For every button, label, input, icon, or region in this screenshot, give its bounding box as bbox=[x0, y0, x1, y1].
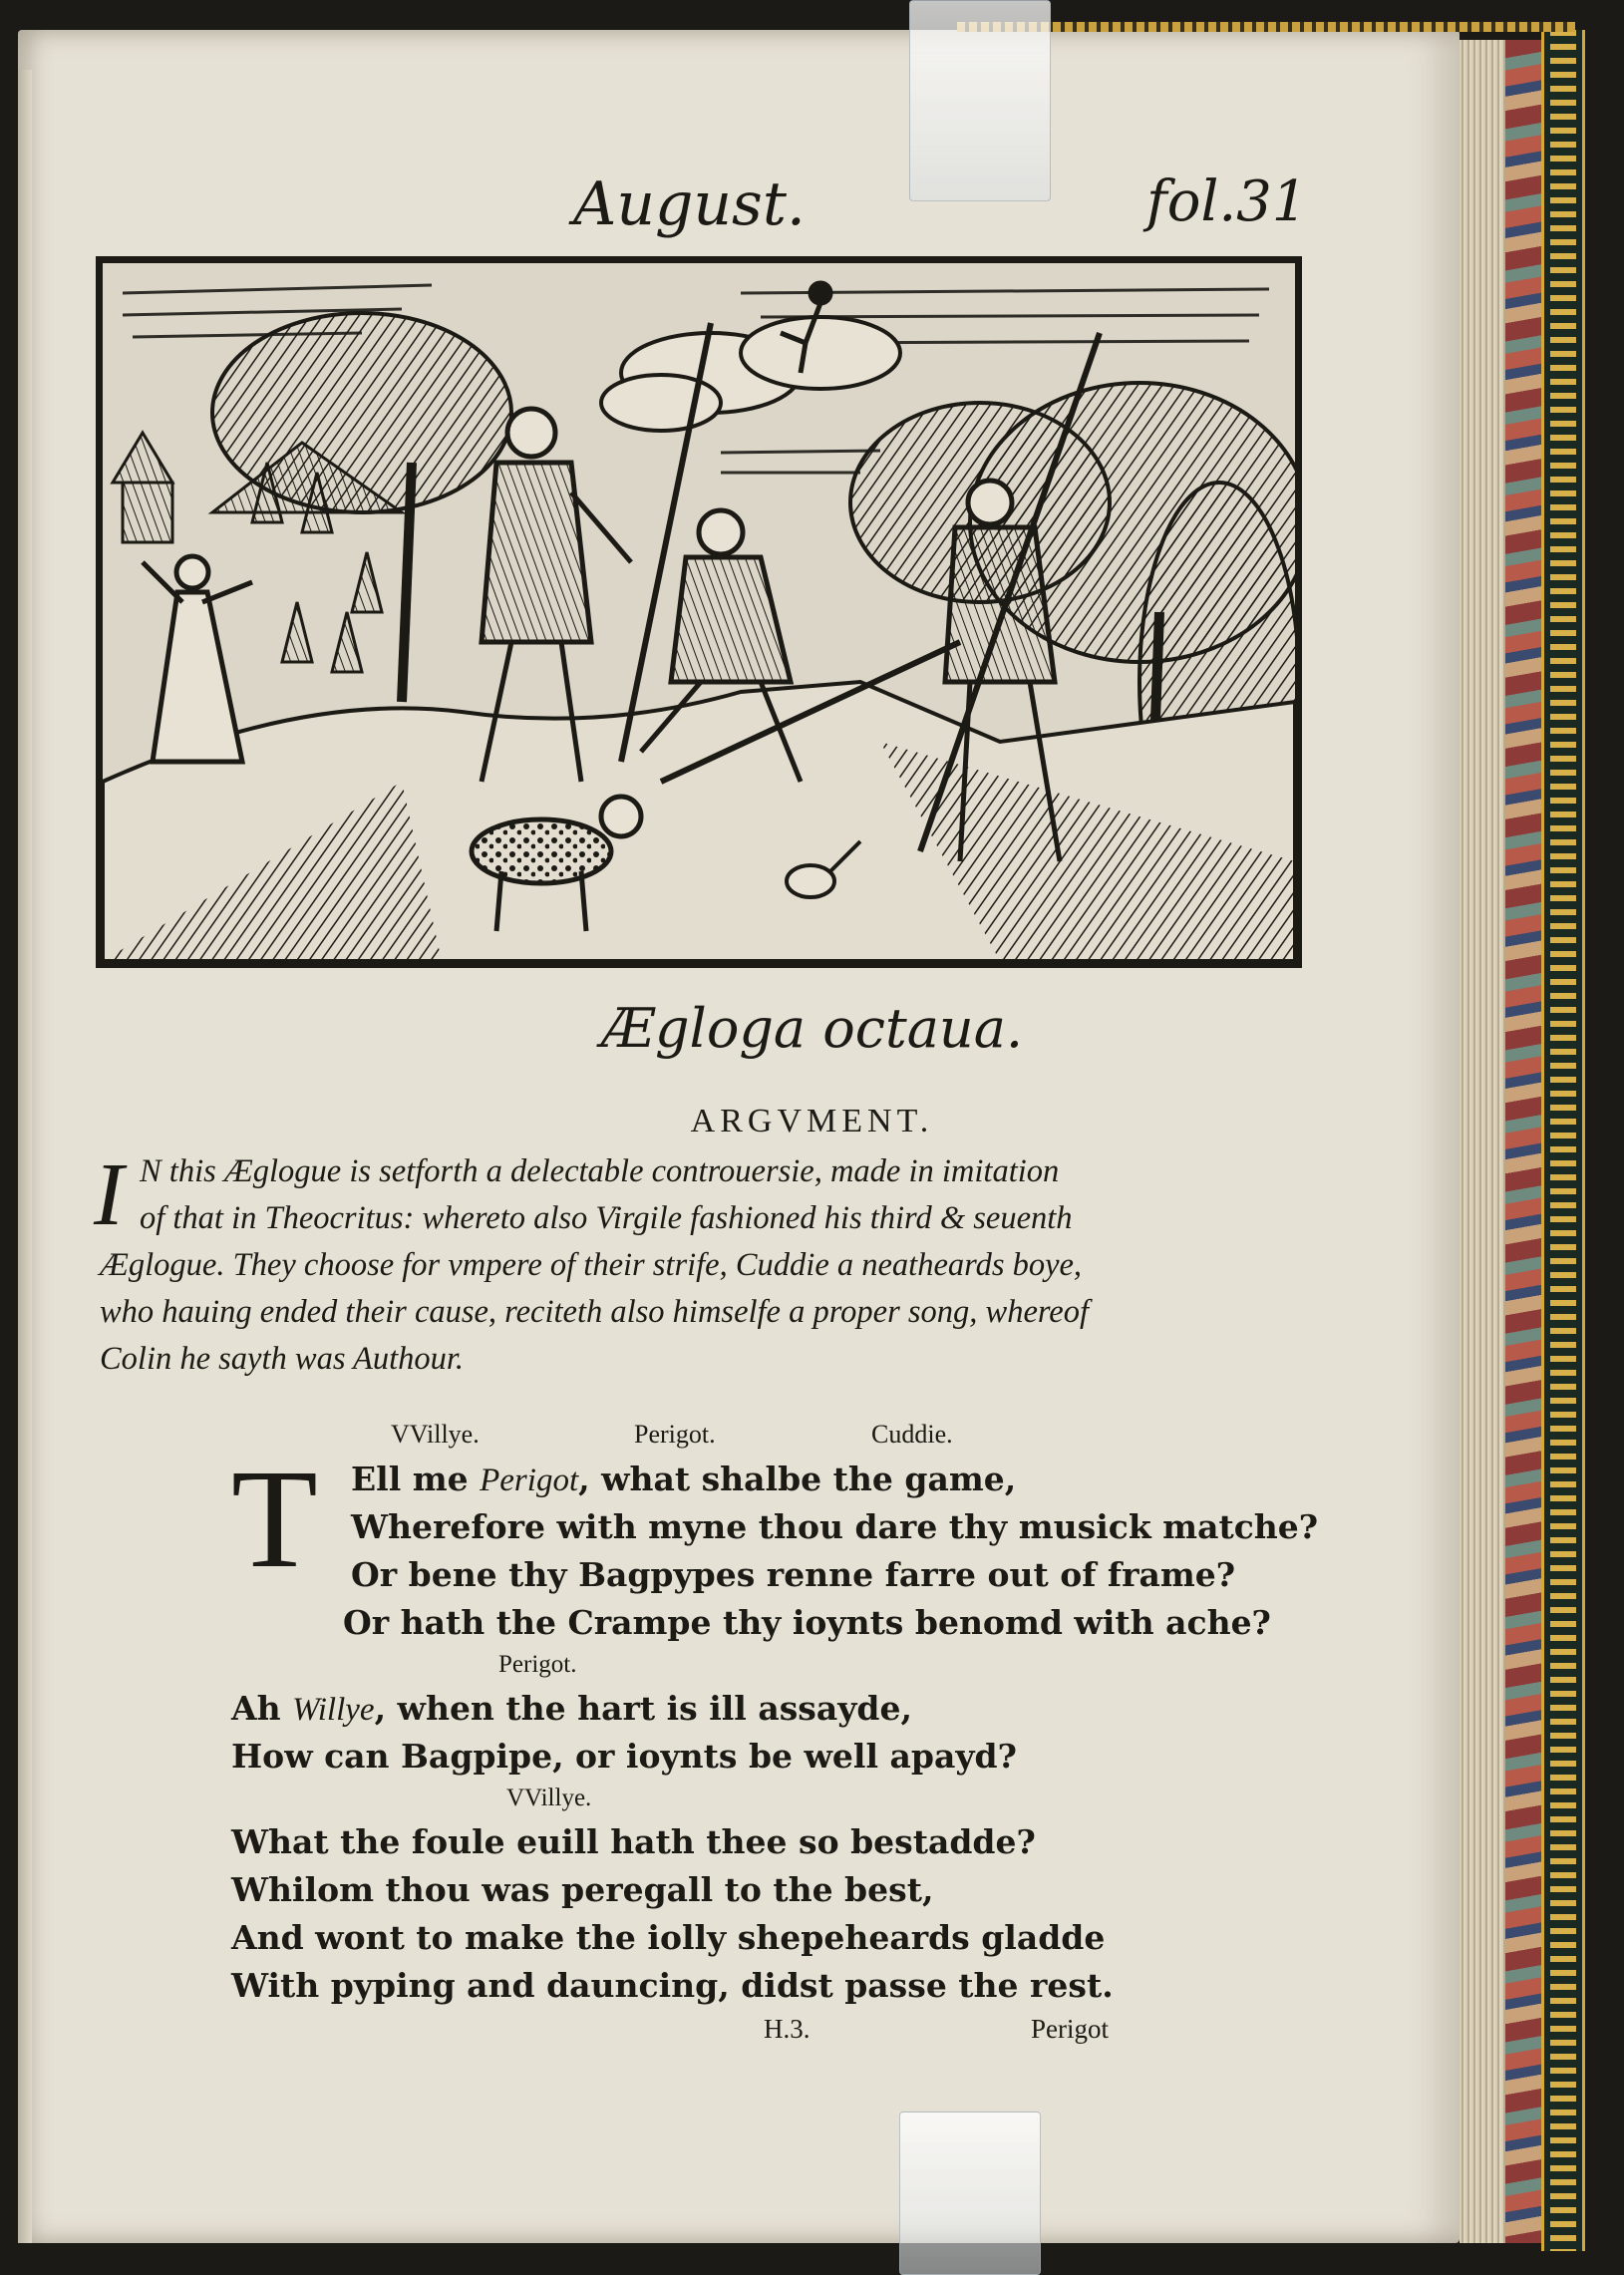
speaker-label-willye: VVillye. bbox=[506, 1785, 592, 1811]
verse-line: What the foule euill hath thee so bestadde? bbox=[231, 1822, 1036, 1861]
verse-line: Whilom thou was peregall to the best, bbox=[231, 1870, 934, 1909]
verse-text: Ell me bbox=[351, 1460, 481, 1498]
verse-text: Ah bbox=[231, 1689, 293, 1728]
verse-line: Wherefore with myne thou dare thy musick matche? bbox=[351, 1507, 1319, 1546]
verse-line: Or hath the Crampe thy ioynts benomd with ache? bbox=[343, 1603, 1271, 1642]
page-fore-edge bbox=[1460, 40, 1505, 2243]
verse-line: How can Bagpipe, or ioynts be well apayd? bbox=[231, 1737, 1017, 1776]
speaker-willye: VVillye. bbox=[391, 1420, 480, 1449]
verse-line bbox=[351, 1460, 1016, 1499]
speaker-perigot: Perigot. bbox=[634, 1420, 716, 1449]
verse-line: With pyping and dauncing, didst passe the rest. bbox=[231, 1966, 1114, 2005]
argument-line: N this Æglogue is setforth a delectable controuersie, made in imitation bbox=[140, 1153, 1060, 1189]
folio-number: fol.31 bbox=[1146, 169, 1308, 234]
marbled-endpaper bbox=[1505, 40, 1541, 2243]
verse-text: , what shalbe the game, bbox=[578, 1460, 1017, 1498]
verse-text: , when the hart is ill assayde, bbox=[374, 1689, 912, 1728]
argument-line: of that in Theocritus: whereto also Virgile fashioned his third & seuenth bbox=[140, 1200, 1073, 1236]
signature-mark: H.3. bbox=[764, 2014, 811, 2044]
gilt-binding-edge bbox=[1541, 30, 1585, 2251]
book-clip-top bbox=[909, 0, 1051, 201]
woodcut-illustration bbox=[96, 256, 1302, 968]
verse-line: Or bene thy Bagpypes renne farre out of frame? bbox=[351, 1555, 1236, 1594]
argument-paragraph bbox=[94, 1145, 1306, 1383]
verse-line: And wont to make the iolly shepeheards gladde bbox=[231, 1918, 1106, 1957]
page-gutter bbox=[18, 70, 32, 2243]
catchword: Perigot bbox=[1031, 2014, 1109, 2044]
argument-initial: I bbox=[94, 1145, 124, 1244]
speaker-label-perigot: Perigot. bbox=[498, 1651, 577, 1678]
argument-line: who hauing ended their cause, reciteth also himselfe a proper song, whereof bbox=[100, 1294, 1090, 1330]
book-clip-bottom bbox=[899, 2112, 1041, 2275]
speaker-cuddie: Cuddie. bbox=[871, 1420, 953, 1449]
argument-line: Colin he sayth was Authour. bbox=[100, 1341, 465, 1377]
running-title: August. bbox=[573, 169, 806, 239]
verse-name: Perigot bbox=[480, 1462, 579, 1498]
verse-name: Willye bbox=[292, 1692, 375, 1728]
argument-line: Æglogue. They choose for vmpere of their strife, Cuddie a neatheards boye, bbox=[100, 1247, 1083, 1283]
verse-line bbox=[231, 1689, 912, 1729]
eclogue-title: Ægloga octaua. bbox=[600, 997, 1024, 1060]
argument-heading: ARGVMENT. bbox=[690, 1103, 934, 1139]
drop-cap: T bbox=[231, 1440, 318, 1597]
woodcut-scene bbox=[103, 263, 1295, 961]
